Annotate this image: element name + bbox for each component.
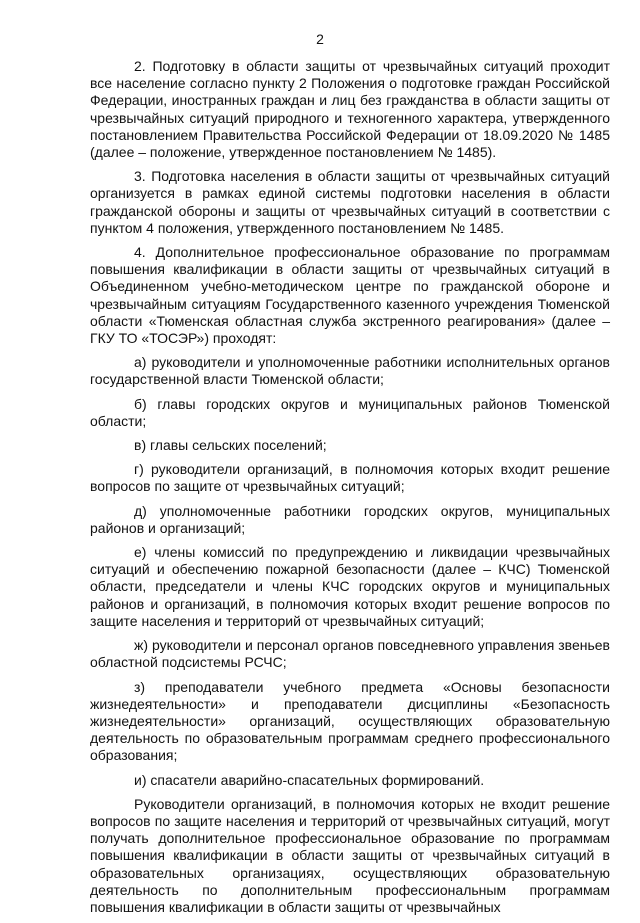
list-item: д) уполномоченные работники городских округов, муниципальных районов и организаций; <box>90 502 610 536</box>
paragraph: Руководители организаций, в полномочия которых не входит решение вопросов по защите населения и территорий от чрезвычайных ситуаций, могут получать дополнительное профессиональное образование по программам повышения квалификации в области защиты от чрезвычайных ситуаций в образовательных организациях, осуществляющих образовательную деятельность по дополнительным профессиональным программам повышения квалификации в области защиты от чрезвычайных <box>90 795 610 915</box>
list-item: в) главы сельских поселений; <box>134 437 327 454</box>
list-item: а) руководители и уполномоченные работники исполнительных органов государственной власти Тюменской области; <box>90 354 610 388</box>
paragraph: 3. Подготовка населения в области защиты от чрезвычайных ситуаций организуется в рамках единой системы подготовки населения в области гражданской обороны и защиты от чрезвычайных ситуаций в соответствии с пунктом 4 положения, утвержденного постановлением № 1485. <box>90 168 610 236</box>
list-item: г) руководители организаций, в полномочия которых входит решение вопросов по защите от чрезвычайных ситуаций; <box>90 461 610 495</box>
document-body <box>90 58 610 923</box>
paragraph: 2. Подготовку в области защиты от чрезвычайных ситуаций проходит все население согласно пункту 2 Положения о подготовке граждан Российской Федерации, иностранных граждан и лиц без гражданства в области защиты от чрезвычайных ситуаций природного и техногенного характера, утвержденного постановлением Правительства Российской Федерации от 18.09.2020 № 1485 (далее – положение, утвержденное постановлением № 1485). <box>90 58 610 161</box>
list-item: б) главы городских округов и муниципальных районов Тюменской области; <box>90 395 610 429</box>
list-item: и) спасатели аварийно-спасательных формирований. <box>134 771 485 788</box>
list-item: ж) руководители и персонал органов повседневного управления звеньев областной подсистемы РСЧС; <box>90 637 610 671</box>
list-item: з) преподаватели учебного предмета «Основы безопасности жизнедеятельности» и преподаватели дисциплины «Безопасность жизнедеятельности» организаций, осуществляющих образовательную деятельность по образовательным программам среднего профессионального образования; <box>90 678 610 764</box>
list-item: е) члены комиссий по предупреждению и ликвидации чрезвычайных ситуаций и обеспечению пожарной безопасности (далее – КЧС) Тюменской области, председатели и члены КЧС городских округов и муниципальных районов и организаций, в полномочия которых входит решение вопросов по защите населения и территорий от чрезвычайных ситуаций; <box>90 544 610 629</box>
paragraph: 4. Дополнительное профессиональное образование по программам повышения квалификации в области защиты от чрезвычайных ситуаций в Объединенном учебно-методическом центре по гражданской обороне и чрезвычайным ситуациям Государственного казенного учреждения Тюменской области «Тюменская областная служба экстренного реагирования» (далее – ГКУ ТО «ТОСЭР») проходят: <box>90 244 610 347</box>
page-number: 2 <box>316 31 324 47</box>
